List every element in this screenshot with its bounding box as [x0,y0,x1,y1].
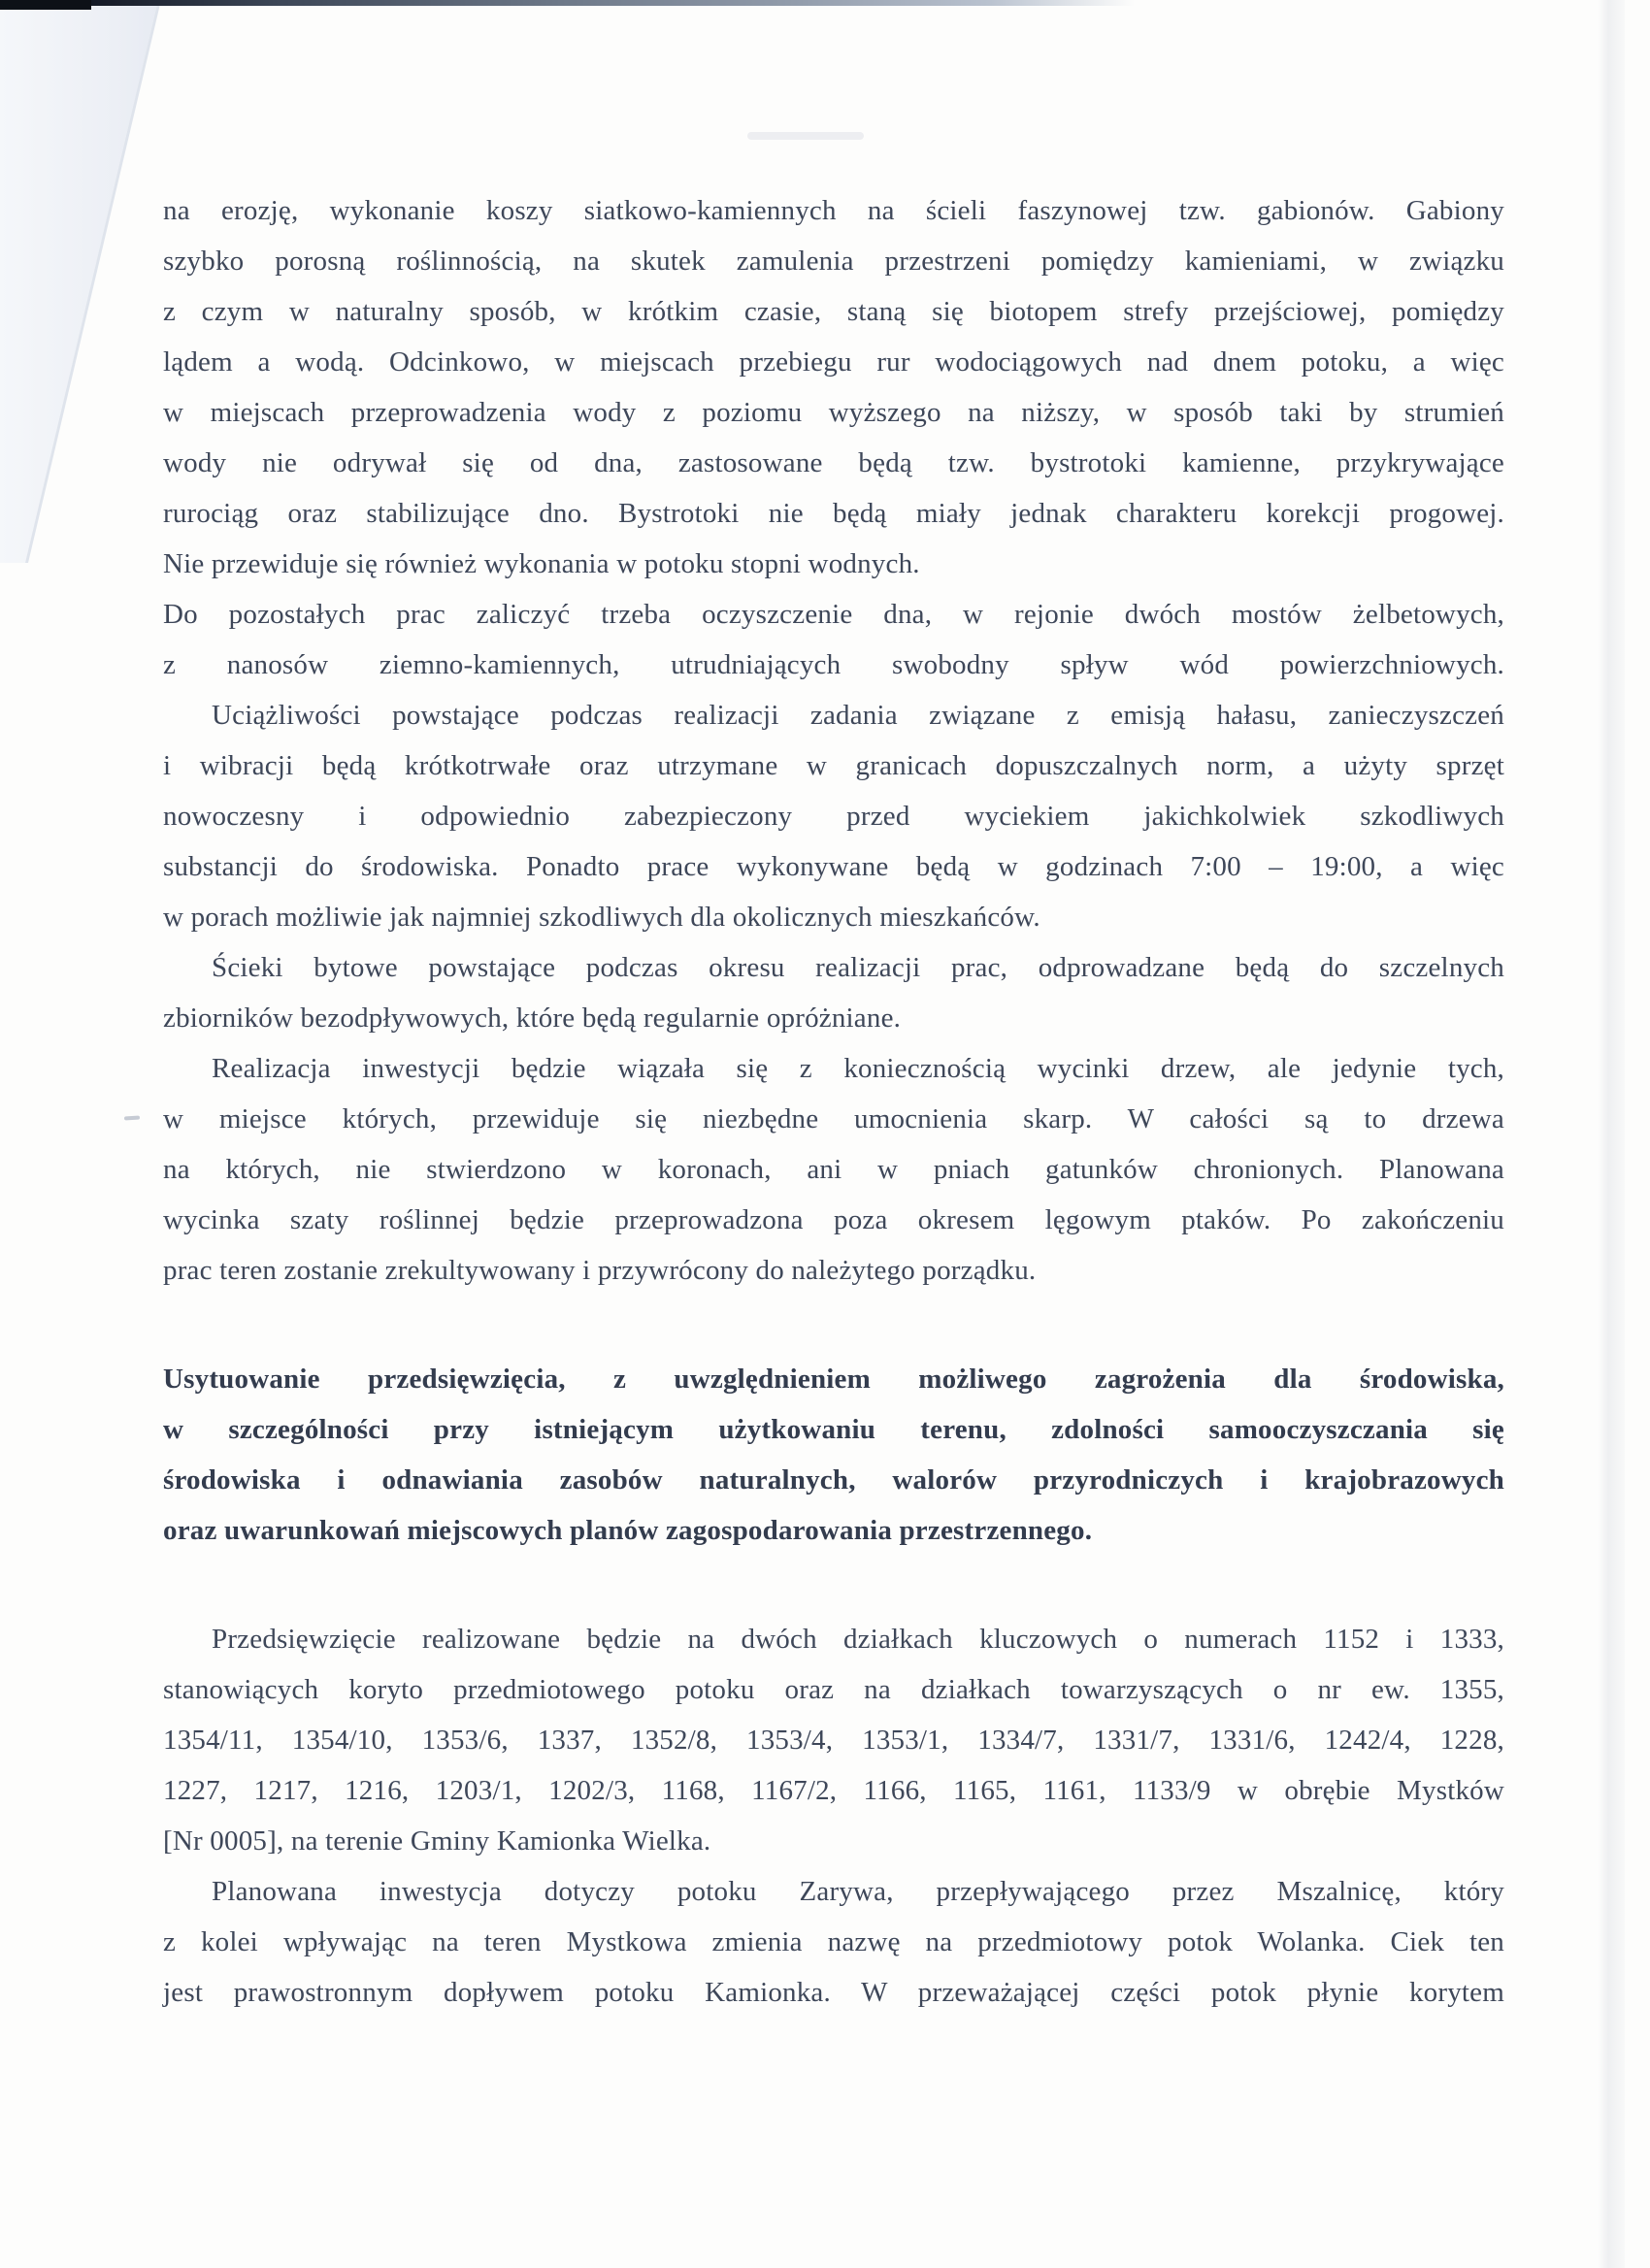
text-line: zbiorników bezodpływowych, które będą regularnie opróżniane. [163,1003,902,1034]
scan-right-edge-band [1598,0,1625,2268]
text-line: w miejsce których, przewiduje się niezbędne umocnienia skarp. W całości są to drzewa [163,1103,1504,1134]
paragraph [163,1866,1504,2018]
text-line: 1227, 1217, 1216, 1203/1, 1202/3, 1168, 1167/2, 1166, 1165, 1161, 1133/9 w obrębie Mystków [163,1775,1504,1806]
text-line: jest prawostronnym dopływem potoku Kamionka. W przeważającej części potok płynie korytem [163,1977,1504,2008]
text-line: środowiska i odnawiania zasobów naturalnych, walorów przyrodniczych i krajobrazowych [163,1464,1504,1496]
text-line: wody nie odrywał się od dna, zastosowane będą tzw. bystrotoki kamienne, przykrywające [163,447,1504,478]
text-line: w miejscach przeprowadzenia wody z poziomu wyższego na niższy, w sposób taki by strumień [163,397,1504,428]
text-line: Usytuowanie przedsięwzięcia, z uwzględnieniem możliwego zagrożenia dla środowiska, [163,1364,1504,1395]
text-line: na których, nie stwierdzono w koronach, ani w pniach gatunków chronionych. Planowana [163,1154,1504,1185]
text-line: rurociąg oraz stabilizujące dno. Bystrotoki nie będą miały jednak charakteru korekcji progowej. [163,498,1504,529]
text-line: [Nr 0005], na terenie Gminy Kamionka Wielka. [163,1825,711,1857]
text-line: lądem a wodą. Odcinkowo, w miejscach przebiegu rur wodociągowych nad dnem potoku, a więc [163,346,1504,378]
text-line: Ścieki bytowe powstające podczas okresu realizacji prac, odprowadzane będą do szczelnych [212,952,1504,983]
scan-top-edge-black-bar [0,0,91,10]
text-line: Przedsięwzięcie realizowane będzie na dwóch działkach kluczowych o numerach 1152 i 1333, [212,1624,1504,1655]
text-line: substancji do środowiska. Ponadto prace wykonywane będą w godzinach 7:00 – 19:00, a więc [163,851,1504,882]
text-line: w porach możliwie jak najmniej szkodliwych dla okolicznych mieszkańców. [163,902,1040,933]
paragraph [163,690,1504,942]
text-line: 1354/11, 1354/10, 1353/6, 1337, 1352/8, 1353/4, 1353/1, 1334/7, 1331/7, 1331/6, 1242/4, 1228, [163,1725,1504,1756]
document-text-block [163,185,1504,2018]
text-line: oraz uwarunkowań miejscowych planów zagospodarowania przestrzennego. [163,1515,1093,1546]
text-line: Do pozostałych prac zaliczyć trzeba oczyszczenie dna, w rejonie dwóch mostów żelbetowych, [163,599,1504,630]
paragraph [163,185,1504,589]
text-line: na erozję, wykonanie koszy siatkowo-kamiennych na ścieli faszynowej tzw. gabionów. Gabiony [163,195,1504,226]
text-line: szybko porosną roślinnością, na skutek zamulenia przestrzeni pomiędzy kamieniami, w związku [163,246,1504,277]
text-line: z czym w naturalny sposób, w krótkim czasie, staną się biotopem strefy przejściowej, pomiędzy [163,296,1504,327]
text-line: Nie przewiduje się również wykonania w potoku stopni wodnych. [163,548,920,579]
text-line: stanowiących koryto przedmiotowego potoku oraz na działkach towarzyszących o nr ew. 1355, [163,1674,1504,1705]
text-line: prac teren zostanie zrekultywowany i przywrócony do należytego porządku. [163,1255,1037,1286]
scan-smudge [747,132,864,140]
section-heading [163,1354,1504,1556]
paragraph [163,589,1504,690]
text-line: w szczególności przy istniejącym użytkowaniu terenu, zdolności samooczyszczania się [163,1414,1504,1445]
text-line: Uciążliwości powstające podczas realizacji zadania związane z emisją hałasu, zanieczyszczeń [212,700,1504,731]
text-line: nowoczesny i odpowiednio zabezpieczony przed wyciekiem jakichkolwiek szkodliwych [163,801,1504,832]
scan-speck [124,1115,140,1120]
text-line: Planowana inwestycja dotyczy potoku Zarywa, przepływającego przez Mszalnicę, który [212,1876,1504,1907]
paragraph [163,942,1504,1043]
text-line: z nanosów ziemno-kamiennych, utrudniających swobodny spływ wód powierzchniowych. [163,649,1504,680]
text-line: z kolei wpływając na teren Mystkowa zmienia nazwę na przedmiotowy potok Wolanka. Ciek ten [163,1926,1504,1957]
scan-top-edge-gray-bar [91,0,1135,6]
paragraph [163,1614,1504,1866]
paragraph [163,1043,1504,1296]
text-line: i wibracji będą krótkotrwałe oraz utrzymane w granicach dopuszczalnych norm, a użyty sprzęt [163,750,1504,781]
text-line: wycinka szaty roślinnej będzie przeprowadzona poza okresem lęgowym ptaków. Po zakończeniu [163,1204,1504,1235]
text-line: Realizacja inwestycji będzie wiązała się z koniecznością wycinki drzew, ale jedynie tych, [212,1053,1504,1084]
